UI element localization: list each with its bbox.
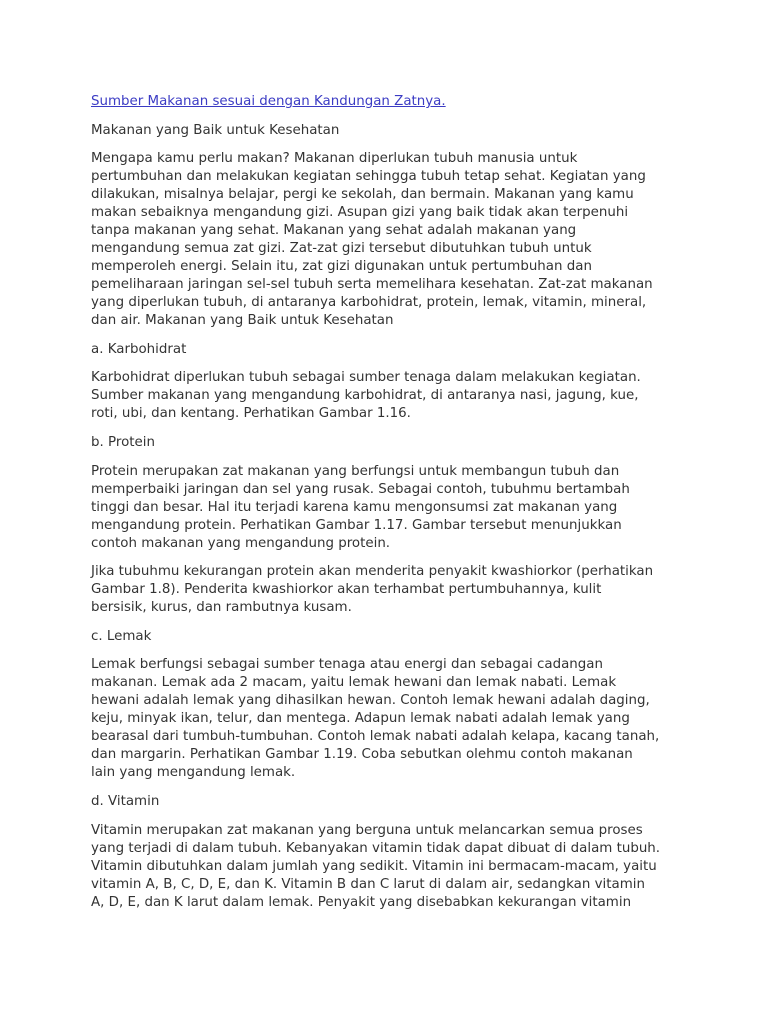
text-line: tanpa makanan yang sehat. Makanan yang sehat adalah makanan yang bbox=[91, 223, 577, 239]
text-line: lain yang mengandung lemak. bbox=[91, 765, 296, 781]
paragraph bbox=[91, 563, 731, 617]
text-line: Lemak berfungsi sebagai sumber tenaga atau energi dan sebagai cadangan bbox=[91, 657, 603, 673]
text-line: Vitamin merupakan zat makanan yang berguna untuk melancarkan semua proses bbox=[91, 822, 643, 838]
paragraph bbox=[91, 369, 731, 423]
section-heading bbox=[91, 793, 731, 811]
text-line: mengandung protein. Perhatikan Gambar 1.17. Gambar tersebut menunjukkan bbox=[91, 517, 622, 533]
text-line: hewani adalah lemak yang dihasilkan hewan. Contoh lemak hewani adalah daging, bbox=[91, 693, 650, 709]
text-line: dan margarin. Perhatikan Gambar 1.19. Coba sebutkan olehmu contoh makanan bbox=[91, 747, 633, 763]
text-line: d. Vitamin bbox=[91, 793, 160, 809]
text-line: bearasal dari tumbuh-tumbuhan. Contoh lemak nabati adalah kelapa, kacang tanah, bbox=[91, 729, 660, 745]
section-heading bbox=[91, 122, 731, 140]
text-line: Makanan yang Baik untuk Kesehatan bbox=[91, 122, 340, 138]
text-line: memperoleh energi. Selain itu, zat gizi digunakan untuk pertumbuhan dan bbox=[91, 259, 592, 275]
text-line: Jika tubuhmu kekurangan protein akan menderita penyakit kwashiorkor (perhatikan bbox=[91, 564, 654, 580]
text-line: tinggi dan besar. Hal itu terjadi karena kamu mengonsumsi zat makanan yang bbox=[91, 499, 618, 515]
text-line: A, D, E, dan K larut dalam lemak. Penyakit yang disebabkan kekurangan vitamin bbox=[91, 894, 632, 910]
text-line: makan sebaiknya mengandung gizi. Asupan gizi yang baik tidak akan terpenuhi bbox=[91, 205, 629, 221]
text-line: pertumbuhan dan melakukan kegiatan sehingga tubuh tetap sehat. Kegiatan yang bbox=[91, 169, 646, 185]
text-line: contoh makanan yang mengandung protein. bbox=[91, 535, 391, 551]
text-line: memperbaiki jaringan dan sel yang rusak. Sebagai contoh, tubuhmu bertambah bbox=[91, 481, 630, 497]
text-line: b. Protein bbox=[91, 434, 155, 450]
text-line: dilakukan, misalnya belajar, pergi ke sekolah, dan bermain. Makanan yang kamu bbox=[91, 187, 634, 203]
text-line: Gambar 1.8). Penderita kwashiorkor akan terhambat pertumbuhannya, kulit bbox=[91, 582, 602, 598]
section-heading bbox=[91, 628, 731, 646]
text-line: roti, ubi, dan kentang. Perhatikan Gambar 1.16. bbox=[91, 406, 411, 422]
document-body bbox=[91, 122, 731, 912]
paragraph bbox=[91, 150, 731, 330]
text-line: keju, minyak ikan, telur, dan mentega. Adapun lemak nabati adalah lemak yang bbox=[91, 711, 630, 727]
section-heading bbox=[91, 341, 731, 359]
paragraph bbox=[91, 656, 731, 782]
text-line: Protein merupakan zat makanan yang berfungsi untuk membangun tubuh dan bbox=[91, 463, 620, 479]
text-line: yang diperlukan tubuh, di antaranya karbohidrat, protein, lemak, vitamin, mineral, bbox=[91, 295, 647, 311]
title-link[interactable]: Sumber Makanan sesuai dengan Kandungan Zatnya. bbox=[91, 94, 446, 109]
document-page bbox=[91, 93, 731, 922]
text-line: Karbohidrat diperlukan tubuh sebagai sumber tenaga dalam melakukan kegiatan. bbox=[91, 370, 641, 386]
paragraph bbox=[91, 463, 731, 553]
text-line: Mengapa kamu perlu makan? Makanan diperlukan tubuh manusia untuk bbox=[91, 151, 578, 167]
title-paragraph bbox=[91, 93, 731, 111]
text-line: makanan. Lemak ada 2 macam, yaitu lemak hewani dan lemak nabati. Lemak bbox=[91, 675, 617, 691]
text-line: Vitamin dibutuhkan dalam jumlah yang sedikit. Vitamin ini bermacam-macam, yaitu bbox=[91, 858, 657, 874]
text-line: pemeliharaan jaringan sel-sel tubuh serta memelihara kesehatan. Zat-zat makanan bbox=[91, 277, 653, 293]
section-heading bbox=[91, 434, 731, 452]
text-line: Sumber makanan yang mengandung karbohidrat, di antaranya nasi, jagung, kue, bbox=[91, 388, 639, 404]
text-line: vitamin A, B, C, D, E, dan K. Vitamin B dan C larut di dalam air, sedangkan vitamin bbox=[91, 876, 645, 892]
text-line: mengandung semua zat gizi. Zat-zat gizi tersebut dibutuhkan tubuh untuk bbox=[91, 241, 592, 257]
text-line: bersisik, kurus, dan rambutnya kusam. bbox=[91, 600, 352, 616]
text-line: c. Lemak bbox=[91, 628, 152, 644]
text-line: a. Karbohidrat bbox=[91, 341, 187, 357]
text-line: yang terjadi di dalam tubuh. Kebanyakan vitamin tidak dapat dibuat di dalam tubuh. bbox=[91, 840, 661, 856]
text-line: dan air. Makanan yang Baik untuk Kesehatan bbox=[91, 313, 394, 329]
paragraph bbox=[91, 822, 731, 912]
